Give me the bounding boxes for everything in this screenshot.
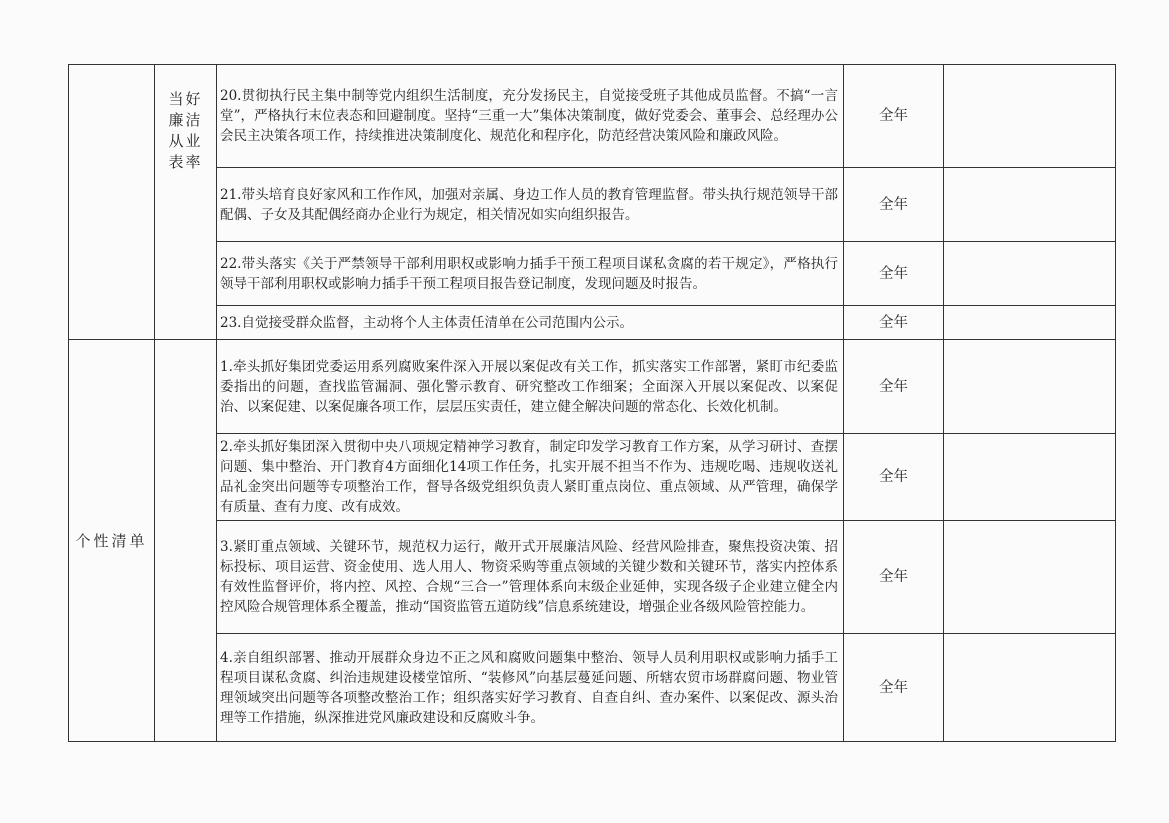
blank-cell — [944, 306, 1116, 340]
table-row — [69, 340, 1116, 434]
task-text: 23.自觉接受群众监督，主动将个人主体责任清单在公司范围内公示。 — [217, 306, 844, 340]
time-cell: 全年 — [844, 65, 944, 168]
subcategory-cell — [155, 340, 217, 742]
category-cell: 个性清单 — [69, 340, 155, 742]
time-cell: 全年 — [844, 434, 944, 521]
category-cell — [69, 65, 155, 340]
blank-cell — [944, 340, 1116, 434]
time-cell: 全年 — [844, 242, 944, 306]
task-text: 2.牵头抓好集团深入贯彻中央八项规定精神学习教育，制定印发学习教育工作方案，从学习研讨、查摆问题、集中整治、开门教育4方面细化14项工作任务，扎实开展不担当不作为、违规吃喝、违规收送礼品礼金突出问题等专项整治工作，督导各级党组织负责人紧盯重点岗位、重点领域、从严管理，确保学有质量、查有力度、改有成效。 — [217, 434, 844, 521]
blank-cell — [944, 434, 1116, 521]
responsibility-table — [68, 64, 1116, 742]
blank-cell — [944, 521, 1116, 634]
subcategory-label: 当好廉洁从业表率 — [168, 90, 203, 171]
table-row — [69, 65, 1116, 168]
blank-cell — [944, 242, 1116, 306]
time-cell: 全年 — [844, 168, 944, 242]
blank-cell — [944, 65, 1116, 168]
time-cell: 全年 — [844, 340, 944, 434]
task-text: 20.贯彻执行民主集中制等党内组织生活制度，充分发扬民主，自觉接受班子其他成员监督。不搞“一言堂”，严格执行末位表态和回避制度。坚持“三重一大”集体决策制度，做好党委会、董事会、总经理办公会民主决策各项工作，持续推进决策制度化、规范化和程序化，防范经营决策风险和廉政风险。 — [217, 65, 844, 168]
subcategory-cell — [155, 65, 217, 340]
task-text: 3.紧盯重点领域、关键环节，规范权力运行，敞开式开展廉洁风险、经营风险排查，聚焦投资决策、招标投标、项目运营、资金使用、选人用人、物资采购等重点领域的关键少数和关键环节，落实内控体系有效性监督评价，将内控、风控、合规“三合一”管理体系向末级企业延伸，实现各级子企业建立健全内控风险合规管理体系全覆盖，推动“国资监管五道防线”信息系统建设，增强企业各级风险管控能力。 — [217, 521, 844, 634]
table-row — [69, 521, 1116, 634]
table-row — [69, 306, 1116, 340]
task-text: 4.亲自组织部署、推动开展群众身边不正之风和腐败问题集中整治、领导人员利用职权或影响力插手工程项目谋私贪腐、纠治违规建设楼堂馆所、“装修风”向基层蔓延问题、所辖农贸市场群腐问题、物业管理领域突出问题等各项整改整治工作；组织落实好学习教育、自查自纠、查办案件、以案促改、源头治理等工作措施，纵深推进党风廉政建设和反腐败斗争。 — [217, 634, 844, 742]
blank-cell — [944, 168, 1116, 242]
table-row — [69, 634, 1116, 742]
table-row — [69, 242, 1116, 306]
table-row — [69, 168, 1116, 242]
task-text: 1.牵头抓好集团党委运用系列腐败案件深入开展以案促改有关工作，抓实落实工作部署，紧盯市纪委监委指出的问题，查找监管漏洞、强化警示教育、研究整改工作细案；全面深入开展以案促改、以案促治、以案促建、以案促廉各项工作，层层压实责任，建立健全解决问题的常态化、长效化机制。 — [217, 340, 844, 434]
task-text: 22.带头落实《关于严禁领导干部利用职权或影响力插手干预工程项目谋私贪腐的若干规定》，严格执行领导干部利用职权或影响力插手干预工程项目报告登记制度，发现问题及时报告。 — [217, 242, 844, 306]
table-row — [69, 434, 1116, 521]
time-cell: 全年 — [844, 634, 944, 742]
task-text: 21.带头培育良好家风和工作作风，加强对亲属、身边工作人员的教育管理监督。带头执行规范领导干部配偶、子女及其配偶经商办企业行为规定，相关情况如实向组织报告。 — [217, 168, 844, 242]
time-cell: 全年 — [844, 306, 944, 340]
blank-cell — [944, 634, 1116, 742]
time-cell: 全年 — [844, 521, 944, 634]
